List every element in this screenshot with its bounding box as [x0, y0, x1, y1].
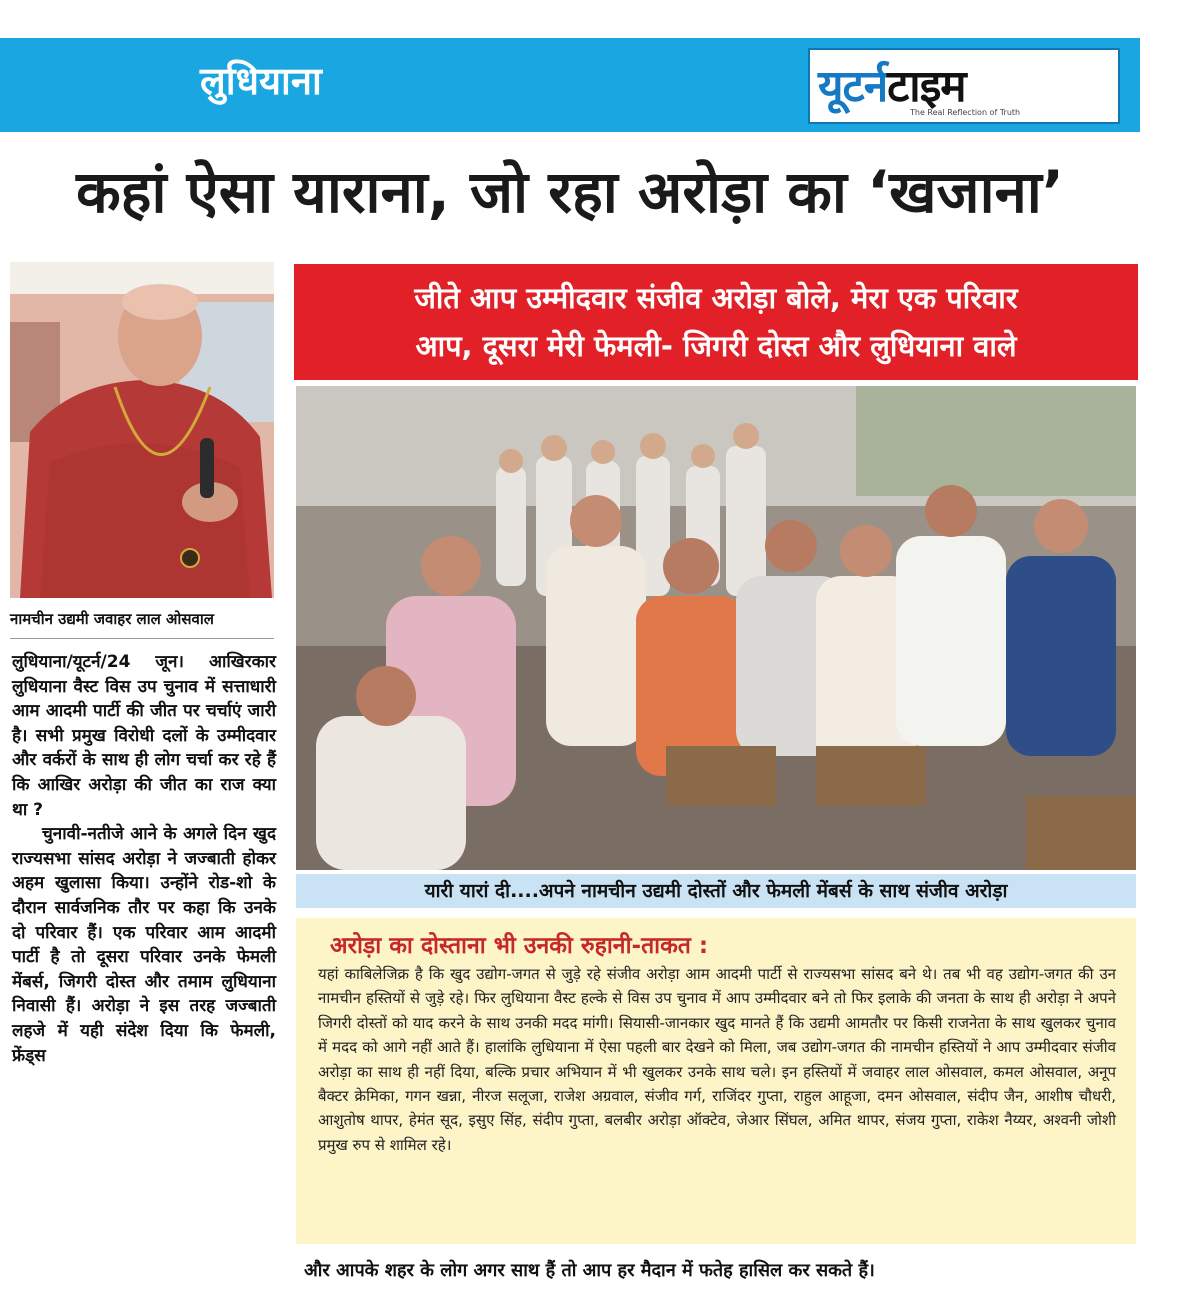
subheadline-text	[294, 274, 1138, 370]
photo-caption: यारी यारां दी....अपने नामचीन उद्यमी दोस्तों और फेमली मेंबर्स के साथ संजीव अरोड़ा	[296, 874, 1136, 908]
left-column-text	[12, 650, 276, 1068]
info-box-title: अरोड़ा का दोस्ताना भी उनकी रुहानी-ताकत :	[330, 933, 709, 959]
subheadline-box	[294, 264, 1138, 380]
group-photo	[296, 386, 1136, 870]
city-label: लुधियाना	[200, 59, 322, 103]
portrait-caption: नामचीन उद्यमी जवाहर लाल ओसवाल	[10, 600, 274, 639]
newspaper-logo	[808, 48, 1120, 124]
subheadline-line-2: आप, दूसरा मेरी फेमली- जिगरी दोस्त और लुधियाना वाले	[415, 329, 1017, 363]
headline: कहां ऐसा याराना, जो रहा अरोड़ा का ‘खजाना’	[76, 158, 1064, 226]
logo-wordmark	[818, 54, 966, 114]
logo-part-2: टाइम	[887, 61, 966, 112]
left-paragraph-1: लुधियाना/यूटर्न/24 जून। आखिरकार लुधियाना वैस्ट विस उप चुनाव में सत्ताधारी आम आदमी पार्टी की जीत पर चर्चाएं जारी है। सभी प्रमुख विरोधी दलों के उम्मीदवार और वर्करों के साथ ही लोग चर्चा कर रहे हैं कि आखिर अरोड़ा की जीत का राज क्या था ?	[12, 652, 276, 820]
left-paragraph-2: चुनावी-नतीजे आने के अगले दिन खुद राज्यसभा सांसद अरोड़ा ने जज्बाती होकर अहम खुलासा किया। उन्होंने रोड-शो के दौरान सार्वजनिक तौर पर कहा कि उनके दो परिवार हैं। एक परिवार आम आदमी पार्टी है तो दूसरा परिवार उनके फेमली मेंबर्स, जिगरी दोस्त और तमाम लुधियाना निवासी हैं। अरोड़ा ने इस तरह जज्बाती लहजे में यही संदेश दिया कि फेमली, फ्रेंड्स	[12, 824, 276, 1066]
group-photo-illustration	[296, 386, 1136, 870]
subheadline-line-1: जीते आप उम्मीदवार संजीव अरोड़ा बोले, मेरा एक परिवार	[414, 281, 1018, 315]
logo-part-1: यूटर्न	[818, 61, 888, 112]
closing-line: और आपके शहर के लोग अगर साथ हैं तो आप हर मैदान में फतेह हासिल कर सकते हैं।	[304, 1260, 875, 1281]
logo-tagline: The Real Reflection of Truth	[910, 108, 1021, 117]
info-box	[296, 918, 1136, 1244]
portrait-illustration	[10, 262, 274, 598]
info-box-body: यहां काबिलेजिक्र है कि खुद उद्योग-जगत से जुड़े रहे संजीव अरोड़ा आम आदमी पार्टी से राज्यसभा सांसद बने थे। तब भी वह उद्योग-जगत की उन नामचीन हस्तियों से जुड़े रहे। फिर लुधियाना वैस्ट हल्के से विस उप चुनाव में आप उम्मीदवार बने तो फिर इलाके की जनता के साथ ही अरोड़ा ने अपने जिगरी दोस्तों को याद करने के साथ उनकी मदद मांगी। सियासी-जानकार खुद मानते हैं कि उद्यमी आमतौर पर किसी राजनेता के साथ खुलकर चुनाव में मदद को आगे नहीं आते हैं। हालांकि लुधियाना में ऐसा पहली बार देखने को मिला, जब उद्योग-जगत की नामचीन हस्तियों ने आप उम्मीदवार संजीव अरोड़ा का साथ ही नहीं दिया, बल्कि प्रचार अभियान में भी खुलकर उनके साथ चले। इन हस्तियों में जवाहर लाल ओसवाल, कमल ओसवाल, अनूप बैक्टर क्रेमिका, गगन खन्ना, नीरज सलूजा, राजेश अग्रवाल, संजीव गर्ग, राजिंदर गुप्ता, राहुल आहूजा, दमन ओसवाल, संदीप जैन, आशीष चौधरी, आशुतोष थापर, हेमंत सूद, इसुए सिंह, संदीप गुप्ता, बलबीर अरोड़ा ऑक्टेव, जेआर सिंघल, अमित थापर, संजय गुप्ता, राकेश नैय्यर, अश्वनी जोशी प्रमुख रुप से शामिल रहे।	[318, 965, 1116, 1154]
portrait-photo	[10, 262, 274, 598]
